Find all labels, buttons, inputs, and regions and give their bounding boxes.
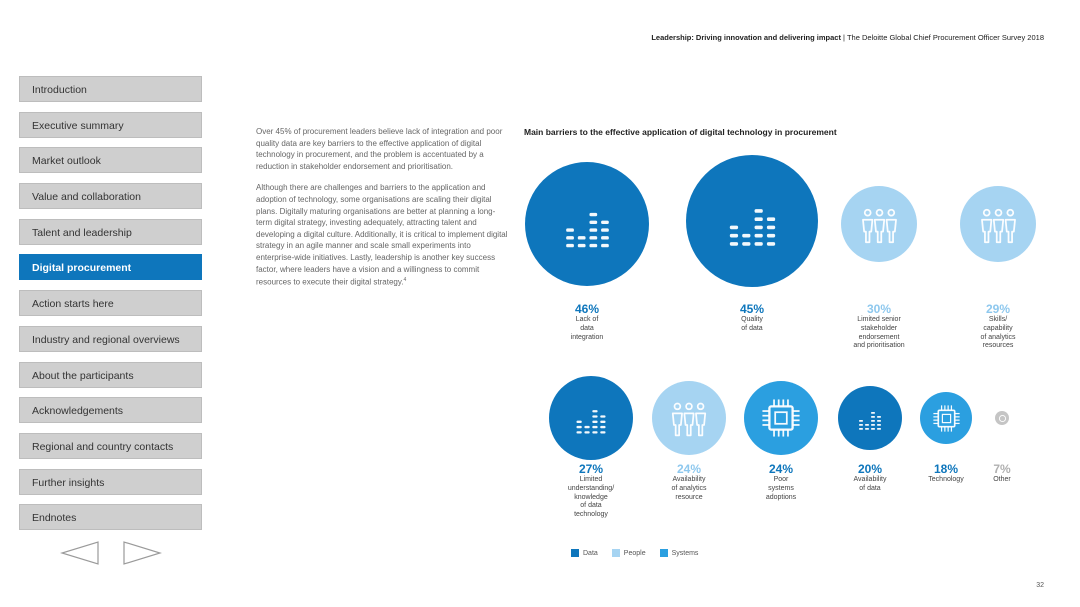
bubble-percentage: 30%	[866, 302, 892, 316]
bubble-description-line: data	[580, 324, 594, 332]
header-title: Leadership: Driving innovation and delivering impact	[651, 33, 841, 42]
bubble-description	[547, 316, 627, 342]
bubble-percentage: 46%	[574, 302, 600, 316]
bubble-description-line: Other	[993, 476, 1011, 483]
bubble-description-line: systems	[768, 484, 794, 492]
header-separator: |	[840, 33, 847, 42]
page-number: 32	[1036, 582, 1044, 589]
bubble-description	[741, 476, 821, 502]
bubble-description	[649, 476, 729, 502]
footnote-ref: 4	[403, 277, 407, 284]
bubble-description-line: resources	[982, 342, 1014, 350]
bubble-description-line: technology	[574, 511, 608, 519]
chart-legend	[571, 549, 698, 557]
bubble-description-line: of data	[741, 324, 763, 332]
sidebar-item-executive-summary[interactable]: Executive summary	[19, 112, 202, 138]
bubble-description-line: of analytics	[980, 333, 1016, 341]
bubble-label-7	[741, 463, 821, 502]
sidebar-item-market-outlook[interactable]: Market outlook	[19, 147, 202, 173]
legend-label-systems: Systems	[671, 549, 699, 557]
bubble-label-8	[830, 463, 910, 494]
sidebar-item-about-participants[interactable]: About the participants	[19, 362, 202, 388]
sidebar-item-acknowledgements[interactable]: Acknowledgements	[19, 397, 202, 423]
bubble-percentage: 7%	[993, 462, 1011, 476]
body-paragraph-2	[256, 182, 508, 288]
legend-swatch-systems	[660, 549, 668, 557]
bubble-4	[960, 186, 1036, 262]
bubble-description-line: and prioritisation	[853, 342, 905, 350]
bubble-description	[830, 476, 910, 494]
bubble-description-line: Limited	[579, 476, 603, 483]
bubble-description-line: stakeholder	[860, 324, 898, 332]
data-bars-icon	[539, 176, 636, 273]
bubble-label-2	[712, 303, 792, 334]
sidebar-item-value-collaboration[interactable]: Value and collaboration	[19, 183, 202, 209]
bubble-label-1	[547, 303, 627, 342]
bubble-description	[712, 316, 792, 334]
bubble-description-line: Limited senior	[857, 316, 901, 323]
legend-item-data	[571, 549, 598, 557]
data-bars-icon	[558, 385, 624, 451]
bubble-description-line: Technology	[928, 476, 964, 483]
sidebar-nav	[19, 76, 202, 540]
bubble-percentage: 20%	[857, 462, 883, 476]
bubble-description-line: of data	[580, 502, 602, 510]
bubble-description-line: endorsement	[858, 333, 900, 341]
next-page-button[interactable]	[122, 540, 162, 571]
bubble-1	[525, 162, 649, 286]
sidebar-item-further-insights[interactable]: Further insights	[19, 469, 202, 495]
prev-page-button[interactable]	[60, 540, 100, 571]
data-bars-icon	[845, 393, 895, 443]
body-paragraph-2-text: Although there are challenges and barriers to the application and adoption of technology, some organisations are scaling their digital plans. Digitally maturing organisations are better at planning a long-term digital strategy, investing adequately, attracting talent and developing a digital culture. Additionally, it is critical to implement digital strategy in an agile manner and scale small experiments into enterprise-wide initiatives. Lastly, leadership is another key success factor, where leaders have a vision and a willingness to commit resources to execute their digital strategy.	[256, 183, 508, 287]
bubble-description-line: resource	[675, 493, 703, 501]
bubble-percentage: 45%	[739, 302, 765, 316]
legend-swatch-people	[612, 549, 620, 557]
bubble-percentage: 24%	[768, 462, 794, 476]
bubble-description-line: capability	[983, 324, 1013, 332]
legend-swatch-data	[571, 549, 579, 557]
bubble-description-line: integration	[570, 333, 604, 341]
triangle-left-icon	[60, 540, 100, 566]
sidebar-item-action-starts-here[interactable]: Action starts here	[19, 290, 202, 316]
bubble-description-line: Poor	[773, 476, 789, 483]
bubble-9	[920, 392, 972, 444]
people-icon	[969, 195, 1028, 254]
data-bars-icon	[701, 170, 804, 273]
bubble-percentage: 27%	[578, 462, 604, 476]
people-icon	[850, 195, 909, 254]
bubble-percentage: 29%	[985, 302, 1011, 316]
sidebar-item-digital-procurement[interactable]: Digital procurement	[19, 254, 202, 280]
bubble-label-4	[958, 303, 1038, 351]
body-paragraph-1: Over 45% of procurement leaders believe lack of integration and poor quality data are key barriers to the effective application of digital technology in procurement, and the problem is accentuated by a reduction in stakeholder endorsement and prioritisation.	[256, 127, 503, 171]
bubble-description	[839, 316, 919, 351]
sidebar-item-endnotes[interactable]: Endnotes	[19, 504, 202, 530]
bubble-description-line: Availability	[853, 476, 887, 483]
sidebar-item-industry-regional[interactable]: Industry and regional overviews	[19, 326, 202, 352]
bubble-label-6	[649, 463, 729, 502]
bubble-description-line: Lack of	[575, 316, 599, 323]
bubble-label-10	[962, 463, 1042, 485]
bubble-2	[686, 155, 818, 287]
sidebar-item-introduction[interactable]: Introduction	[19, 76, 202, 102]
bubble-description-line: Quality	[741, 316, 763, 323]
bubble-8	[838, 386, 902, 450]
sidebar-item-talent-leadership[interactable]: Talent and leadership	[19, 219, 202, 245]
bubble-label-5	[551, 463, 631, 520]
sidebar-item-regional-contacts[interactable]: Regional and country contacts	[19, 433, 202, 459]
bubble-6	[652, 381, 726, 455]
chart-title: Main barriers to the effective application of digital technology in procurement	[524, 127, 837, 137]
legend-label-people: People	[623, 549, 646, 557]
triangle-right-icon	[122, 540, 162, 566]
header-subtitle: The Deloitte Global Chief Procurement Officer Survey 2018	[846, 33, 1044, 42]
chip-icon	[926, 398, 967, 439]
bubble-5	[549, 376, 633, 460]
bubble-description	[962, 476, 1042, 485]
bubble-description-line: Skills/	[988, 316, 1008, 323]
legend-item-systems	[660, 549, 699, 557]
chip-icon	[752, 389, 810, 447]
bubble-description	[958, 316, 1038, 351]
bubble-description-line: understanding/	[567, 484, 615, 492]
bubble-3	[841, 186, 917, 262]
bubble-description-line: knowledge	[574, 493, 608, 501]
bubble-description-line: of data	[859, 484, 881, 492]
body-text	[256, 126, 508, 298]
legend-item-people	[612, 549, 646, 557]
bubble-description	[551, 476, 631, 520]
bubble-description-line: Availability	[672, 476, 706, 483]
bubble-description-line: adoptions	[765, 493, 797, 501]
bubble-7	[744, 381, 818, 455]
bubble-description-line: of analytics	[671, 484, 707, 492]
legend-label-data: Data	[583, 549, 598, 557]
people-icon	[660, 389, 718, 447]
bubble-percentage: 24%	[676, 462, 702, 476]
page-header	[651, 33, 1044, 42]
bubble-10	[995, 411, 1009, 425]
other-icon	[997, 413, 1008, 424]
bubble-percentage: 18%	[933, 462, 959, 476]
bubble-label-3	[839, 303, 919, 351]
